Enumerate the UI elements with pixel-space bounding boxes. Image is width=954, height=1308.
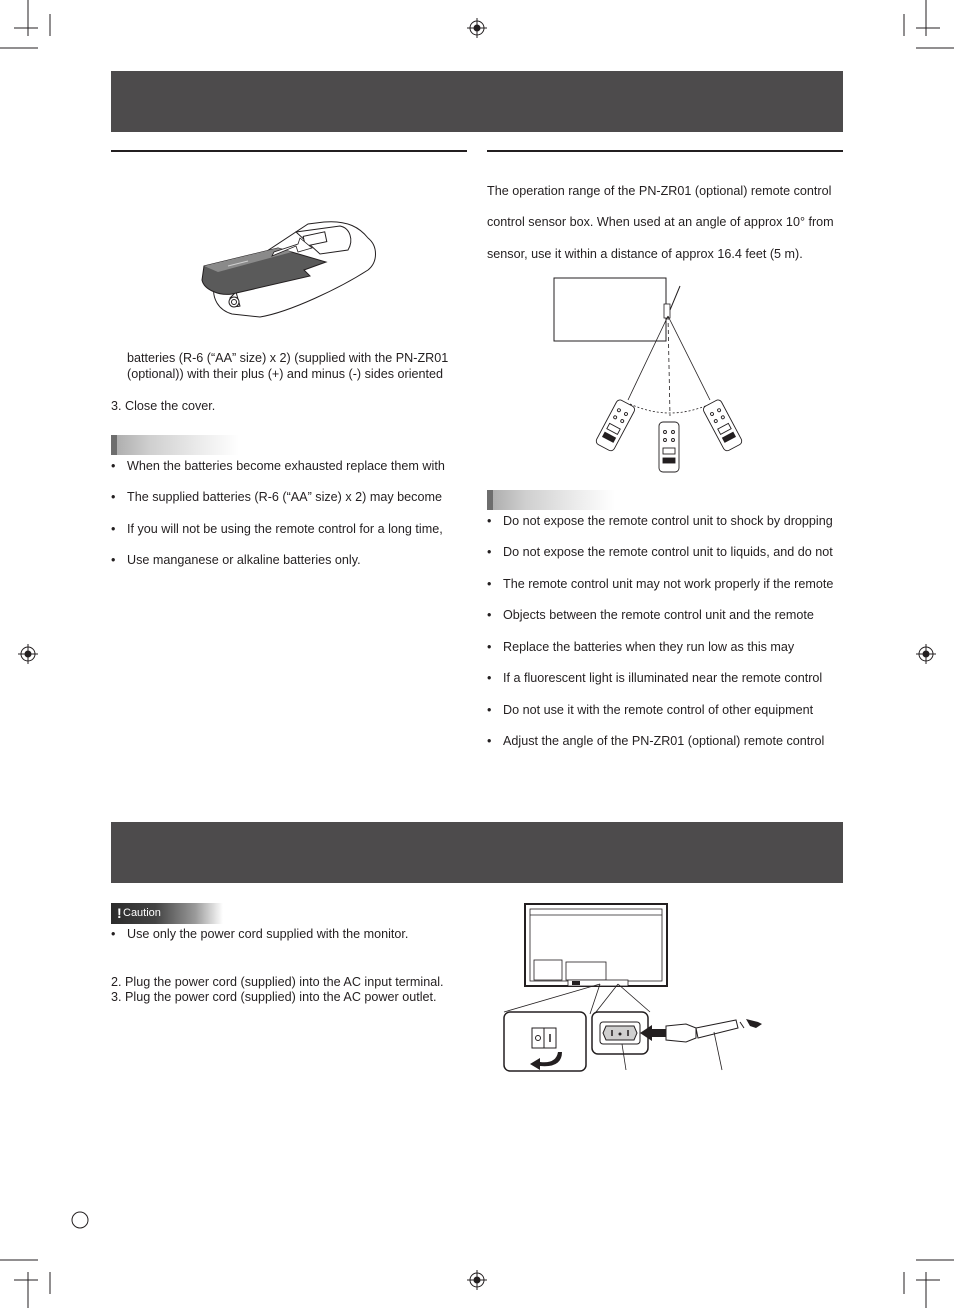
power-step-2: 2. Plug the power cord (supplied) into the AC input terminal. bbox=[111, 975, 444, 989]
right-note-text: The remote control unit may not work properly if the remote bbox=[503, 577, 834, 591]
left-notes-header bbox=[111, 435, 239, 455]
left-note-text: When the batteries become exhausted replace them with bbox=[127, 459, 445, 473]
bullet-dot: • bbox=[487, 608, 492, 622]
bullet-dot: • bbox=[487, 671, 492, 685]
registration-mark-top bbox=[467, 18, 487, 38]
right-note-text: Replace the batteries when they run low as this may bbox=[503, 640, 795, 654]
section-header-band-top bbox=[111, 71, 843, 132]
registration-mark-right bbox=[916, 644, 936, 664]
bullet-dot: • bbox=[487, 734, 492, 748]
right-note-text: Do not expose the remote control unit to shock by dropping bbox=[503, 514, 833, 528]
caution-text: Caution bbox=[123, 907, 161, 919]
intro-line-1: The operation range of the PN-ZR01 (optional) remote control bbox=[487, 184, 832, 198]
right-note-text: Objects between the remote control unit and the remote bbox=[503, 608, 814, 622]
right-note-text: Do not expose the remote control unit to liquids, and do not bbox=[503, 545, 833, 559]
battery-text-line-2: (optional)) with their plus (+) and minus (-) sides oriented bbox=[127, 367, 444, 381]
registration-mark-left bbox=[18, 644, 38, 664]
left-column-rule bbox=[111, 150, 467, 152]
caution-label bbox=[111, 903, 223, 924]
right-column-rule bbox=[487, 150, 843, 152]
bullet-dot: • bbox=[487, 514, 492, 528]
power-step-3: 3. Plug the power cord (supplied) into the AC power outlet. bbox=[111, 990, 437, 1004]
right-note-text: Do not use it with the remote control of other equipment bbox=[503, 703, 814, 717]
bullet-dot: • bbox=[111, 459, 116, 473]
caution-exclamation-icon: ! bbox=[117, 905, 122, 921]
remote-battery-illustration bbox=[200, 218, 380, 318]
left-note-text: If you will not be using the remote control for a long time, bbox=[127, 522, 443, 536]
bullet-dot: • bbox=[487, 703, 492, 717]
page-number-circle bbox=[71, 1211, 89, 1229]
bullet-dot: • bbox=[111, 490, 116, 504]
left-note-text: The supplied batteries (R-6 (“AA” size) x 2) may become bbox=[127, 490, 442, 504]
bullet-dot: • bbox=[111, 927, 116, 941]
battery-text-line-1: batteries (R-6 (“AA” size) x 2) (supplied with the PN-ZR01 bbox=[127, 351, 449, 365]
bullet-dot: • bbox=[487, 577, 492, 591]
power-connection-illustration bbox=[500, 900, 780, 1080]
bullet-dot: • bbox=[111, 522, 116, 536]
section-header-band-power bbox=[111, 822, 843, 883]
operation-range-diagram bbox=[552, 276, 752, 476]
left-note-text: Use manganese or alkaline batteries only. bbox=[127, 553, 361, 567]
right-note-text: Adjust the angle of the PN-ZR01 (optional) remote control bbox=[503, 734, 825, 748]
right-notes-header bbox=[487, 490, 615, 510]
bullet-dot: • bbox=[111, 553, 116, 567]
intro-line-3: sensor, use it within a distance of approx 16.4 feet (5 m). bbox=[487, 247, 803, 261]
bullet-dot: • bbox=[487, 545, 492, 559]
caution-item-text: Use only the power cord supplied with the monitor. bbox=[127, 927, 409, 941]
right-note-text: If a fluorescent light is illuminated near the remote control bbox=[503, 671, 823, 685]
registration-mark-bottom bbox=[467, 1270, 487, 1290]
intro-line-2: control sensor box. When used at an angle of approx 10° from bbox=[487, 215, 834, 229]
bullet-dot: • bbox=[487, 640, 492, 654]
step-close-cover: 3. Close the cover. bbox=[111, 399, 216, 413]
